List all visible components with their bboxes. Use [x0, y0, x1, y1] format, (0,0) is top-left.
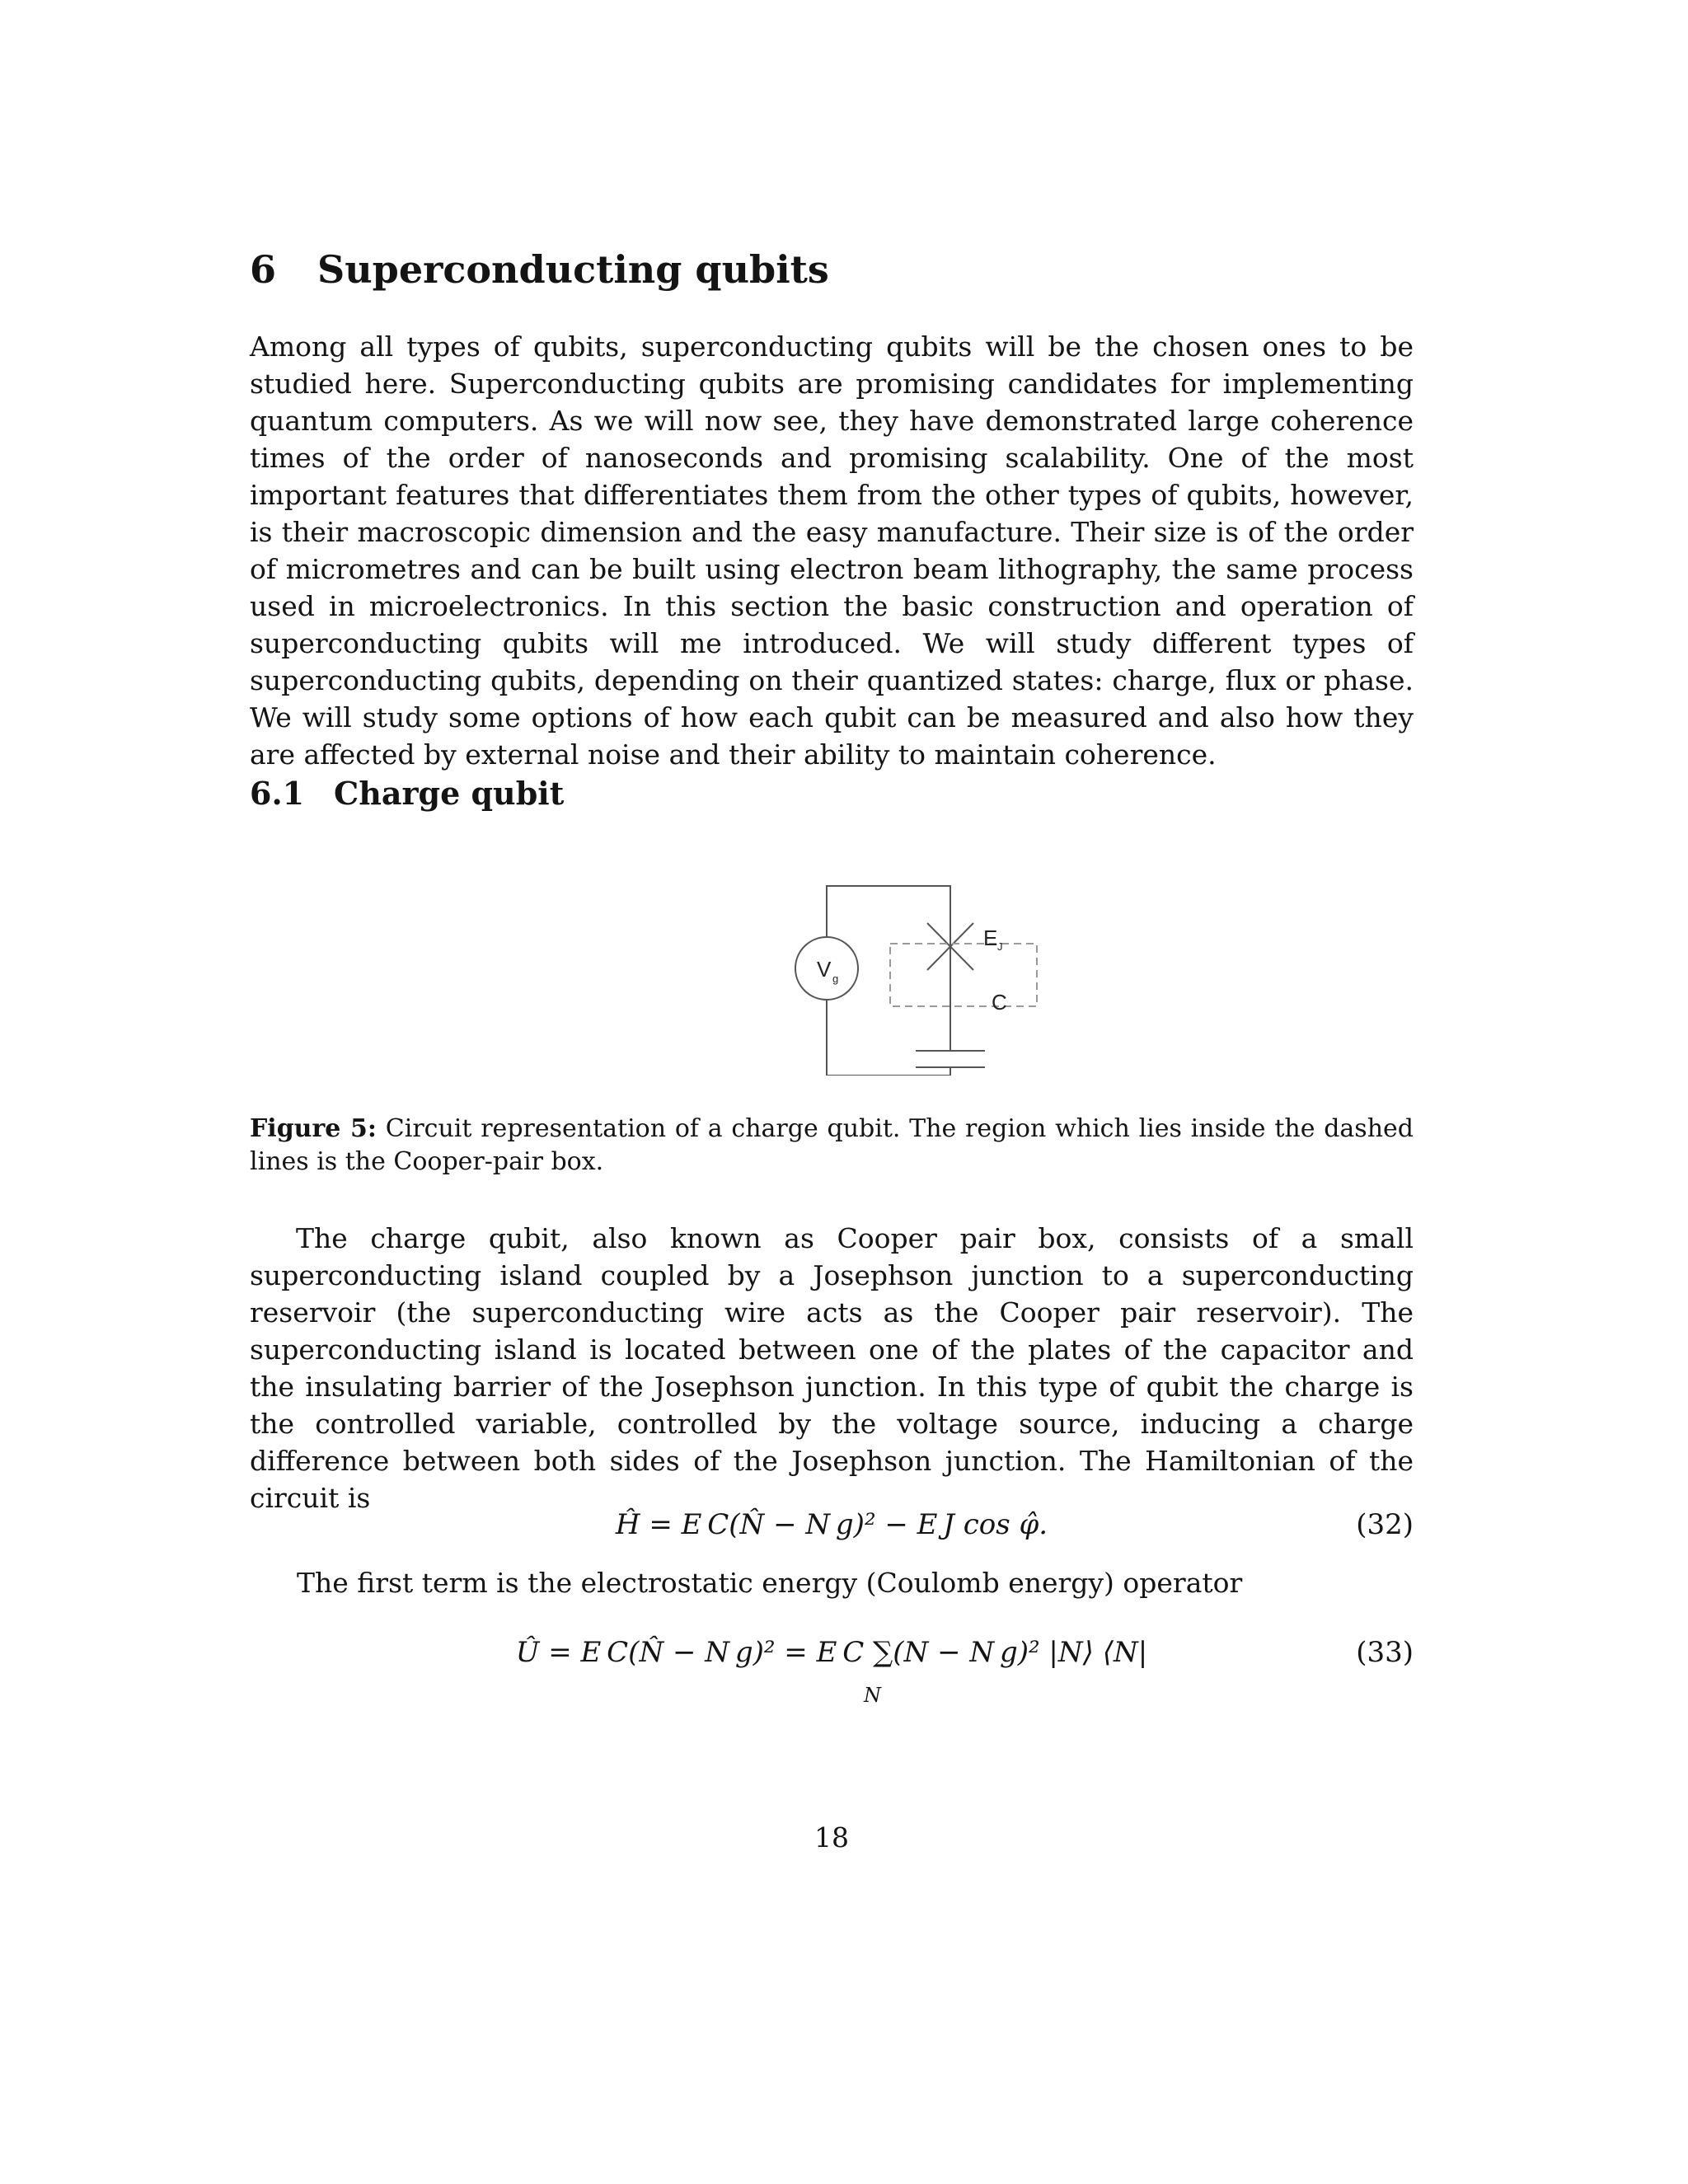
wire-bottom — [827, 985, 950, 1076]
equation-33 — [250, 1636, 1414, 1707]
equation-32-formula: Ĥ = E C(N̂ − N g)² − E J cos φ̂. — [615, 1508, 1048, 1541]
figure-caption — [250, 1113, 1414, 1179]
section-number: 6 — [250, 247, 277, 292]
equation-32 — [250, 1508, 1414, 1558]
figure-caption-label: Figure 5: — [250, 1114, 377, 1143]
subsection-number: 6.1 — [250, 775, 305, 812]
equation-33-sum-index: N — [864, 1684, 881, 1707]
junction-subscript: J — [997, 940, 1003, 953]
source-label: V — [817, 957, 832, 982]
cooper-pair-box-dashed-region — [890, 944, 1037, 1006]
figure-caption-text: Circuit representation of a charge qubit. The region which lies inside the dashed lines is the Cooper-pair box. — [250, 1114, 1414, 1176]
page-number: 18 — [814, 1821, 849, 1854]
section-heading — [250, 247, 829, 292]
body-paragraph: The charge qubit, also known as Cooper pair box, consists of a small superconducting island coupled by a Josephson junction to a superconducting reservoir (the superconducting wire acts as the Cooper pair reservoir). The superconducting island is located between one of the plates of the capacitor and the insulating barrier of the Josephson junction. In this type of qubit the charge is the controlled variable, controlled by the voltage source, inducing a charge difference between both sides of the Josephson junction. The Hamiltonian of the circuit is — [250, 1222, 1414, 1514]
followup-text: The first term is the electrostatic energy (Coulomb energy) operator — [297, 1567, 1243, 1599]
intro-paragraph: Among all types of qubits, superconducting qubits will be the chosen ones to be studied here. Superconducting qubits are promising candidates for implementing quantum computers. As we will now see, they have demonstrated large coherence times of the order of nanoseconds and promising scalability. One of the most important features that differentiates them from the other types of qubits, however, is their macroscopic dimension and the easy manufacture. Their size is of the order of micrometres and can be built using electron beam lithography, the same process used in microelectronics. In this section the basic construction and operation of superconducting qubits will me introduced. We will study different types of superconducting qubits, depending on their quantized states: charge, flux or phase. We will study some options of how each qubit can be measured and also how they are affected by external noise and their ability to maintain coherence. — [250, 330, 1414, 771]
equation-33-number: (33) — [1356, 1636, 1414, 1669]
junction-label: E — [983, 926, 998, 950]
capacitor-label: C — [992, 990, 1007, 1015]
subsection-title: Charge qubit — [334, 775, 565, 812]
source-subscript: g — [832, 972, 839, 985]
equation-33-formula: Û = E C(N̂ − N g)² = E C ∑(N − N g)² |N⟩ ⟨N| — [515, 1636, 1148, 1669]
circuit-diagram — [707, 869, 1053, 1076]
section-title: Superconducting qubits — [317, 247, 829, 292]
equation-32-number: (32) — [1356, 1508, 1414, 1541]
subsection-heading — [250, 775, 564, 812]
charge-qubit-circuit-figure — [707, 869, 1053, 1076]
